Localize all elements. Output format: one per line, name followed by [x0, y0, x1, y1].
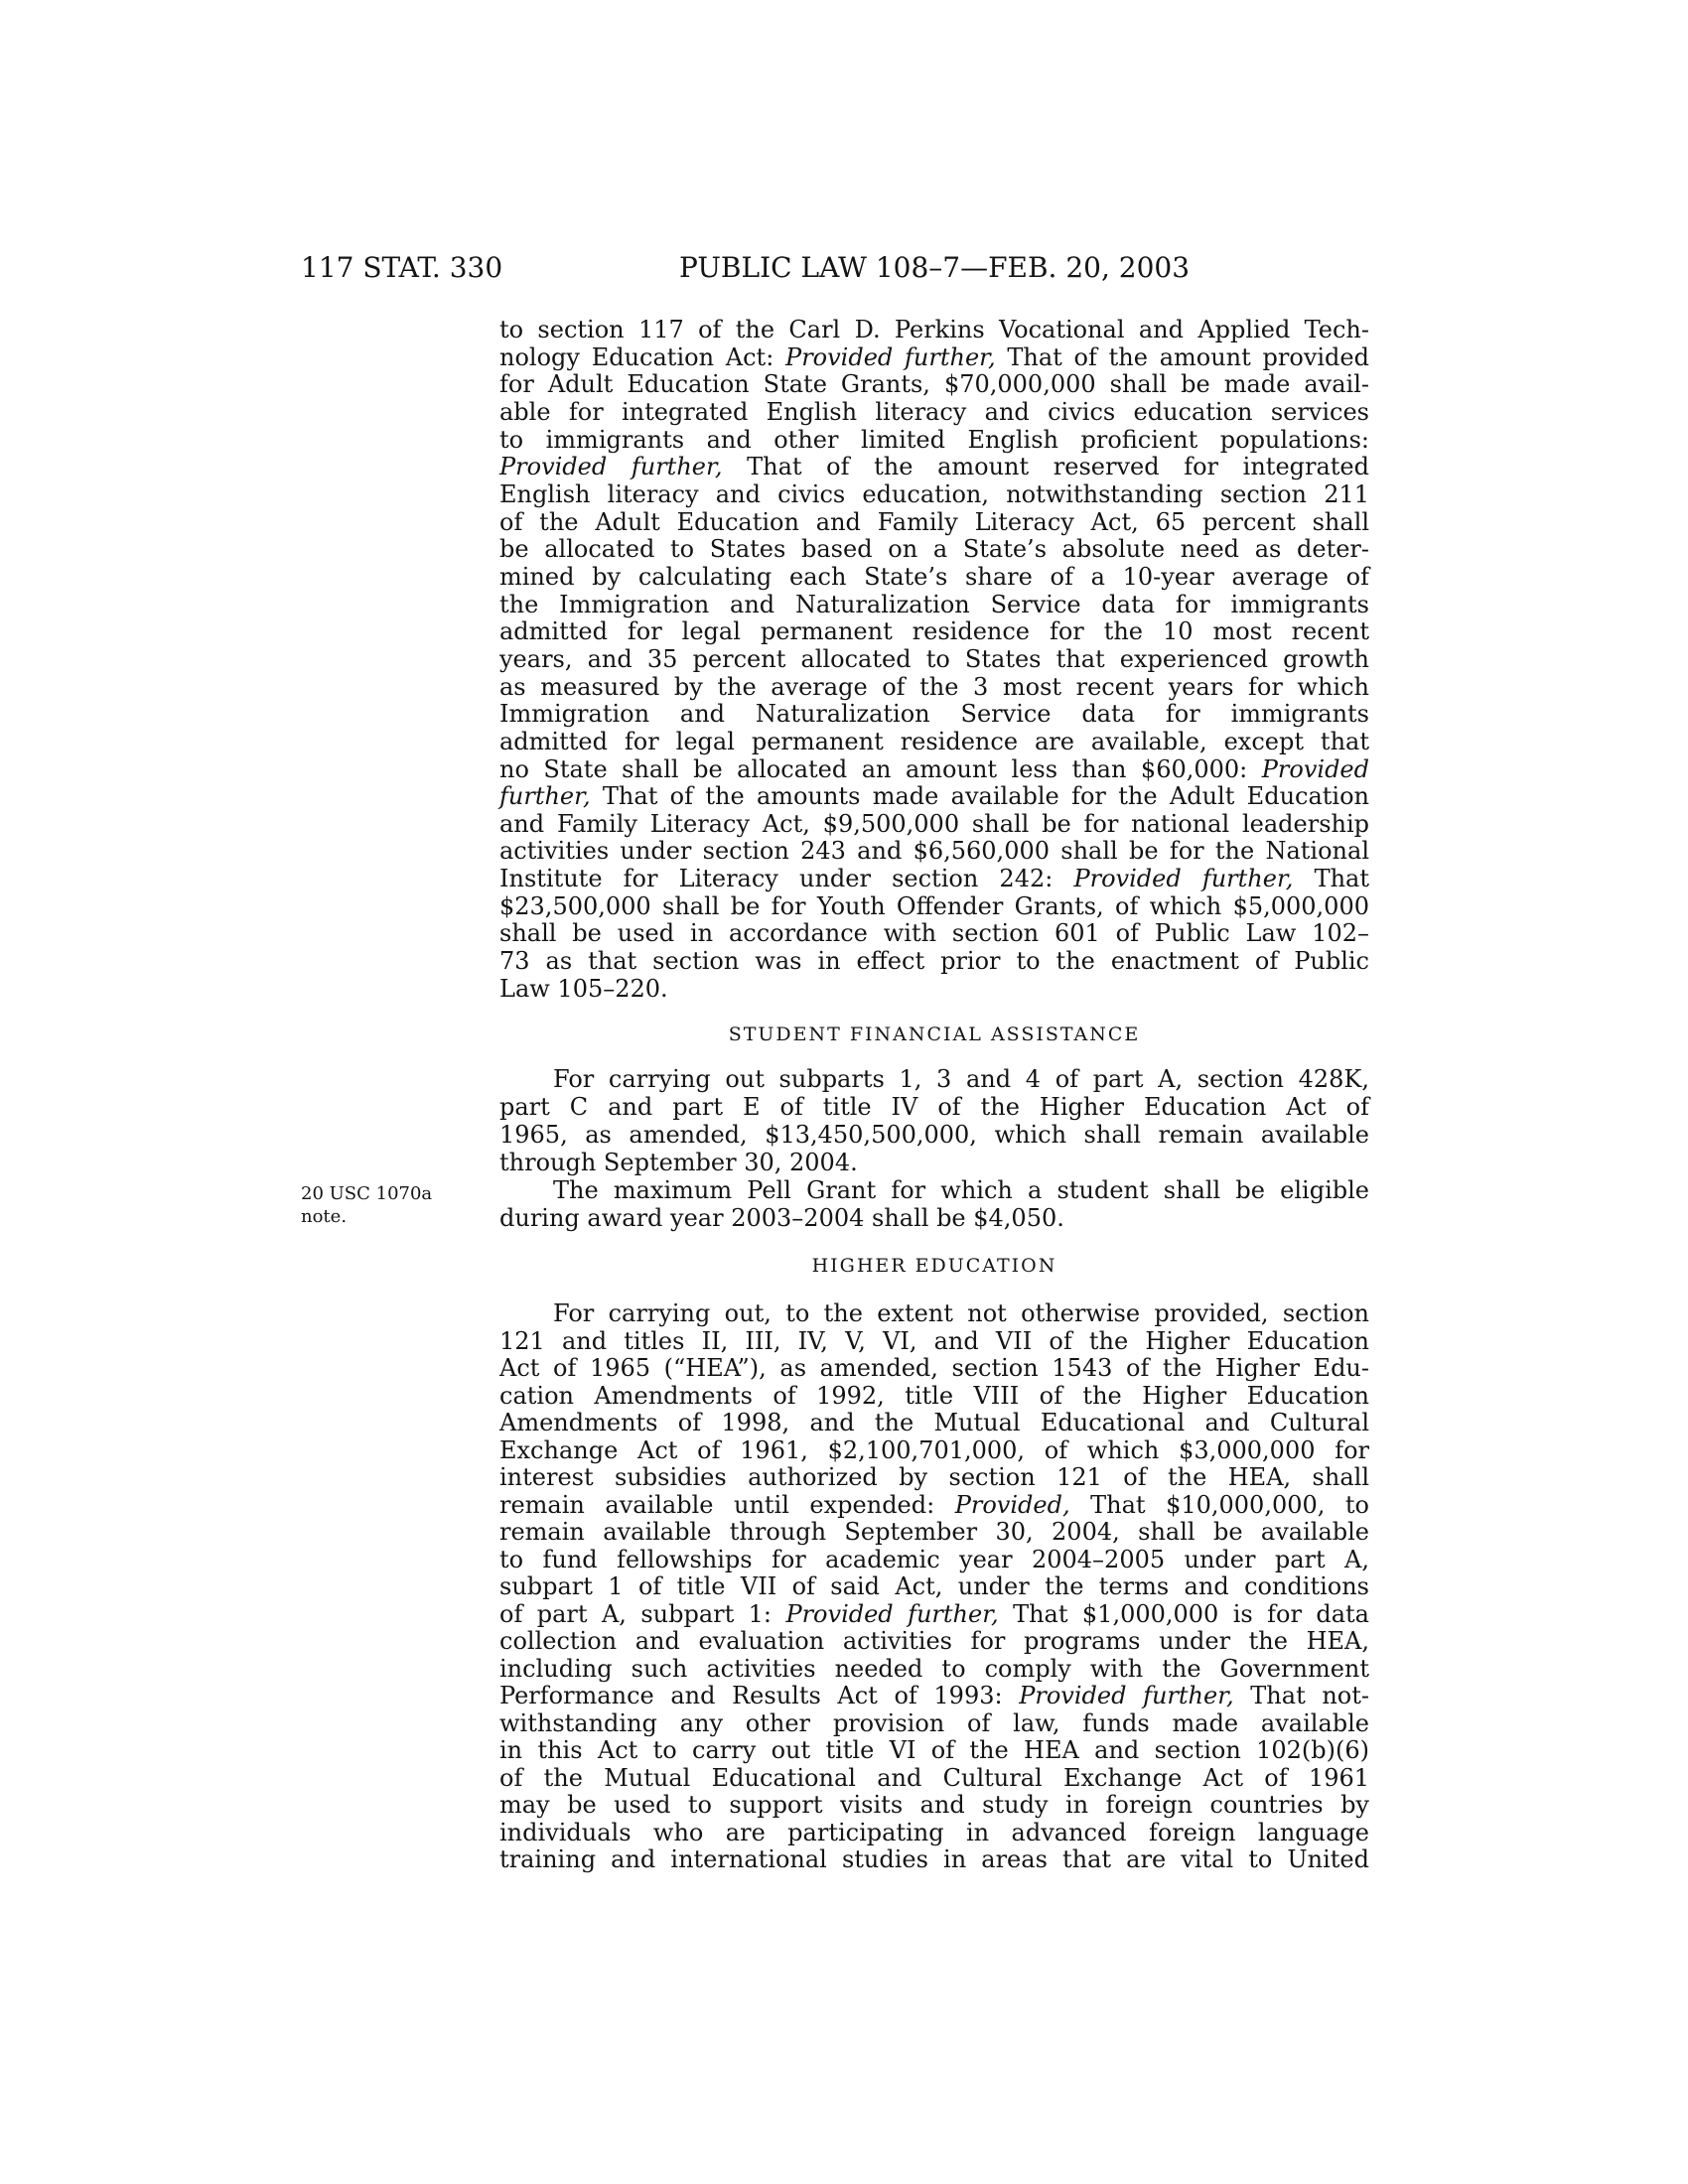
italic-text: Provided further, — [499, 453, 723, 481]
text-run: interest subsidies authorized by section 121 of the HEA, shall — [499, 1463, 1369, 1491]
text-run: shall be used in accordance with section 601 of Public Law 102– — [499, 919, 1369, 948]
text-line — [499, 811, 1369, 839]
text-line — [499, 1094, 1369, 1122]
text-line — [499, 399, 1369, 427]
text-line — [499, 1683, 1369, 1710]
text-run: to immigrants and other limited English proficient populations: — [499, 425, 1369, 454]
text-line — [499, 454, 1369, 481]
text-run: That of the amounts made available for the Adult Education — [590, 782, 1369, 811]
text-run: Act of 1965 (“HEA”), as amended, section 1543 of the Higher Edu- — [499, 1354, 1369, 1382]
text-line — [499, 618, 1369, 646]
text-run: The maximum Pell Grant for which a student shall be eligible — [553, 1175, 1369, 1204]
italic-text: Provided further, — [1073, 865, 1294, 893]
text-line — [499, 1573, 1369, 1601]
italic-text: Provided, — [954, 1490, 1070, 1519]
text-line — [499, 729, 1369, 756]
text-run: That — [1293, 865, 1369, 893]
text-line — [499, 1547, 1369, 1574]
text-line — [499, 1765, 1369, 1793]
text-line — [499, 1628, 1369, 1656]
italic-text: Provided further, — [785, 1599, 999, 1628]
text-run: Amendments of 1998, and the Mutual Educational and Cultural — [499, 1409, 1369, 1436]
text-run: Law 105–220. — [499, 974, 668, 1003]
text-line — [499, 1737, 1369, 1765]
text-line — [499, 920, 1369, 948]
text-run: For carrying out, to the extent not otherwise provided, section — [553, 1299, 1369, 1327]
text-line — [499, 1464, 1369, 1492]
text-line — [499, 317, 1369, 344]
margin-note-line: note. — [301, 1206, 348, 1227]
paragraph — [499, 1066, 1369, 1177]
text-line — [499, 893, 1369, 921]
text-line — [499, 646, 1369, 674]
text-line — [499, 1519, 1369, 1547]
text-run: of the Adult Education and Family Literacy Act, 65 percent shall — [499, 507, 1369, 536]
text-run: 121 and titles II, III, IV, V, VI, and VII of the Higher Education — [499, 1326, 1369, 1355]
text-run: and Family Literacy Act, $9,500,000 shall be for national leadership — [499, 809, 1369, 838]
text-line — [499, 1355, 1369, 1383]
text-run: in this Act to carry out title VI of the HEA and section 102(b)(6) — [499, 1736, 1369, 1764]
text-run: during award year 2003–2004 shall be $4,050. — [499, 1203, 1064, 1232]
text-run: That $1,000,000 is for data — [998, 1599, 1369, 1628]
text-line — [499, 976, 1369, 1004]
text-run: of the Mutual Educational and Cultural Exchange Act of 1961 — [499, 1763, 1369, 1792]
paragraph — [499, 317, 1369, 1003]
text-run: of part A, subpart 1: — [499, 1599, 786, 1628]
paragraph — [499, 1177, 1369, 1233]
text-line — [499, 564, 1369, 592]
text-run: 1965, as amended, $13,450,500,000, which shall remain available — [499, 1120, 1369, 1149]
text-line — [499, 509, 1369, 537]
text-run: for Adult Education State Grants, $70,000,000 shall be made avail- — [499, 370, 1369, 399]
section-heading-student-financial-assistance: STUDENT FINANCIAL ASSISTANCE — [728, 1024, 1141, 1045]
text-line — [499, 1492, 1369, 1520]
text-run: For carrying out subparts 1, 3 and 4 of part A, section 428K, — [553, 1065, 1369, 1093]
continued-paragraph-block — [499, 317, 1369, 1003]
text-run: Immigration and Naturalization Service data for immigrants — [499, 700, 1369, 729]
text-line — [499, 1066, 1369, 1094]
text-run: collection and evaluation activities for programs under the HEA, — [499, 1627, 1369, 1655]
text-run: part C and part E of title IV of the Higher Education Act of — [499, 1092, 1369, 1121]
text-line — [499, 674, 1369, 702]
text-line — [499, 371, 1369, 399]
text-run: withstanding any other provision of law, funds made available — [499, 1708, 1369, 1737]
text-line — [499, 783, 1369, 811]
text-line — [499, 1601, 1369, 1629]
text-run: may be used to support visits and study in foreign countries by — [499, 1791, 1369, 1819]
text-run: English literacy and civics education, notwithstanding section 211 — [499, 479, 1369, 508]
text-line — [499, 481, 1369, 509]
text-run: That $10,000,000, to — [1069, 1490, 1369, 1519]
text-run: individuals who are participating in advanced foreign language — [499, 1818, 1369, 1846]
text-run: be allocated to States based on a State’s absolute need as deter- — [499, 535, 1369, 564]
text-run: remain available until expended: — [499, 1490, 955, 1519]
higher-education-block — [499, 1300, 1369, 1874]
italic-text: Provided further, — [1019, 1682, 1234, 1709]
text-line — [499, 536, 1369, 564]
text-run: admitted for legal permanent residence are available, except that — [499, 727, 1369, 755]
margin-note — [301, 1182, 432, 1228]
text-run: to fund fellowships for academic year 2004–2005 under part A, — [499, 1545, 1369, 1573]
text-run: Exchange Act of 1961, $2,100,701,000, of which $3,000,000 for — [499, 1435, 1369, 1464]
text-line — [499, 1792, 1369, 1820]
text-line — [499, 592, 1369, 619]
text-line — [499, 1846, 1369, 1874]
section-heading-higher-education: HIGHER EDUCATION — [811, 1255, 1057, 1277]
italic-text: further, — [499, 782, 591, 811]
text-line — [499, 1328, 1369, 1356]
text-line — [499, 756, 1369, 784]
text-run: subpart 1 of title VII of said Act, under the terms and conditions — [499, 1572, 1369, 1600]
text-run: as measured by the average of the 3 most recent years for which — [499, 672, 1369, 701]
student-financial-assistance-block — [499, 1066, 1369, 1232]
text-run: activities under section 243 and $6,560,000 shall be for the National — [499, 837, 1369, 866]
text-run: the Immigration and Naturalization Service data for immigrants — [499, 590, 1369, 618]
text-line — [499, 701, 1369, 729]
text-line — [499, 866, 1369, 893]
text-run: Performance and Results Act of 1993: — [499, 1682, 1020, 1709]
text-run: mined by calculating each State’s share of a 10-year average of — [499, 562, 1369, 591]
running-head-title: PUBLIC LAW 108–7—FEB. 20, 2003 — [678, 251, 1191, 284]
text-line — [499, 1150, 1369, 1177]
text-run: cation Amendments of 1992, title VIII of the Higher Education — [499, 1381, 1369, 1410]
text-line — [499, 1820, 1369, 1847]
text-run: $23,500,000 shall be for Youth Offender Grants, of which $5,000,000 — [499, 891, 1369, 920]
page-number: 117 STAT. 330 — [301, 251, 503, 284]
text-run: That of the amount provided — [995, 342, 1369, 371]
paragraph — [499, 1300, 1369, 1874]
text-line — [499, 948, 1369, 976]
text-line — [499, 1437, 1369, 1465]
text-run: able for integrated English literacy and civics education services — [499, 397, 1369, 426]
text-run: remain available through September 30, 2004, shall be available — [499, 1518, 1369, 1546]
text-line — [499, 344, 1369, 372]
text-run: 73 as that section was in effect prior to the enactment of Public — [499, 947, 1369, 976]
text-line — [499, 427, 1369, 455]
text-run: including such activities needed to comply with the Government — [499, 1654, 1369, 1683]
italic-text: Provided further, — [785, 342, 996, 371]
text-run: admitted for legal permanent residence for the 10 most recent — [499, 617, 1369, 646]
text-run: through September 30, 2004. — [499, 1148, 858, 1176]
text-line — [499, 1300, 1369, 1328]
text-line — [499, 838, 1369, 866]
text-run: Institute for Literacy under section 242: — [499, 865, 1074, 893]
text-line — [499, 1177, 1369, 1205]
text-run: years, and 35 percent allocated to States that experienced growth — [499, 644, 1369, 673]
text-line — [499, 1410, 1369, 1437]
text-run: to section 117 of the Carl D. Perkins Vocational and Applied Tech- — [499, 316, 1369, 343]
text-line — [499, 1122, 1369, 1150]
text-line — [499, 1383, 1369, 1411]
text-line — [499, 1656, 1369, 1684]
text-run: training and international studies in areas that are vital to United — [499, 1845, 1369, 1873]
text-run: nology Education Act: — [499, 342, 786, 371]
text-run: That not- — [1233, 1682, 1370, 1709]
text-run: That of the amount reserved for integrated — [722, 453, 1370, 481]
text-run: no State shall be allocated an amount less than $60,000: — [499, 754, 1262, 783]
text-line — [499, 1205, 1369, 1233]
text-line — [499, 1710, 1369, 1738]
margin-note-line: 20 USC 1070a — [301, 1183, 433, 1204]
italic-text: Provided — [1261, 754, 1369, 783]
